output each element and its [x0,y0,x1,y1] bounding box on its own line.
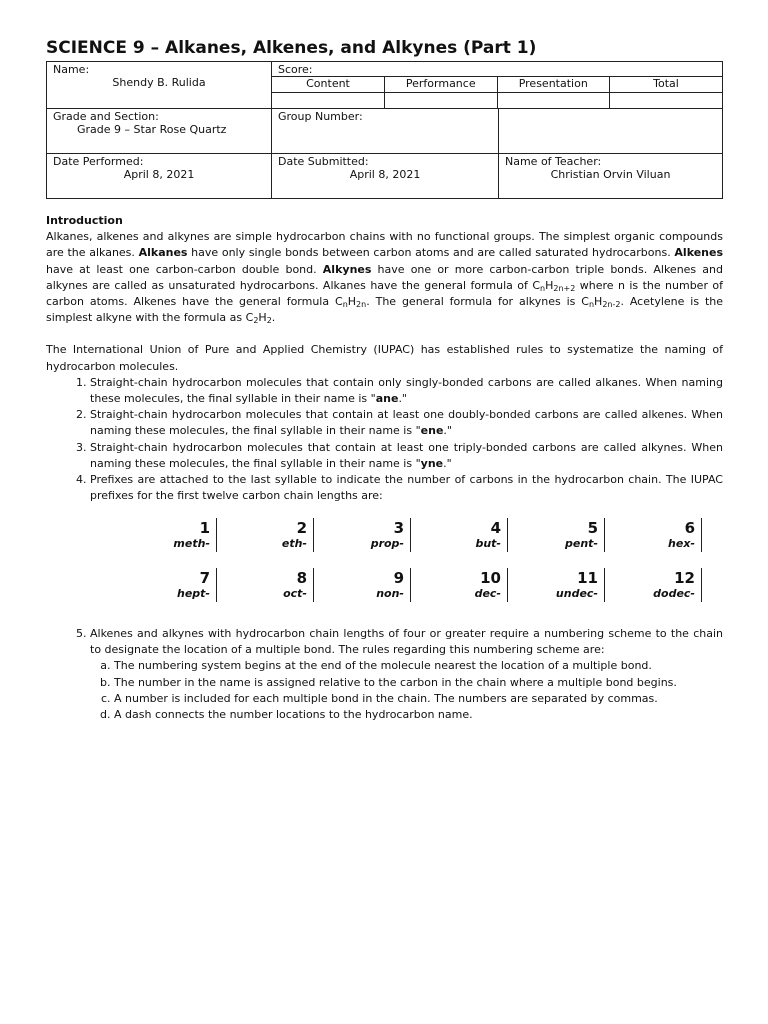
prefix-cell [314,568,411,602]
prefix-cell [508,568,605,602]
prefix-name: hept- [177,586,210,600]
formula-sub: n [540,283,546,293]
introduction-section [46,213,723,504]
introduction-heading: Introduction [46,214,123,227]
prefix-number: 12 [674,568,695,587]
formula-part: C [581,295,589,309]
rule-item-4: 4. Prefixes are attached to the last syllable to indicate the number of carbons in the hydrocarbon chain. The IUPAC prefixes for the first twelve carbon chain lengths are: [90,472,723,504]
formula-sub: n [588,300,595,310]
prefix-name: oct- [283,586,307,600]
intro-bold-alkynes: Alkynes [322,262,372,276]
intro-text: have one or more carbon-carbon triple bonds. Alkenes and alkynes are called as unsaturated hydrocarbons. Alkanes have the general formula of [46,262,724,292]
teacher-label: Name of Teacher: [505,155,602,168]
formula-part: C [532,278,541,292]
iupac-prefix-table [120,518,702,618]
formula-sub: n [342,300,348,310]
prefix-name: non- [376,586,404,600]
prefix-name: pent- [565,536,598,550]
formula-sub: 2n-2 [602,300,621,310]
date-performed-value: April 8, 2021 [123,168,195,181]
date-performed-cell [47,154,272,199]
formula-sub: 2n+2 [553,283,576,293]
rule-text: Straight-chain hydrocarbon molecules that contain at least one doubly-bonded carbons are called alkenes. When naming these molecules, the final syllable in their name is " [90,408,723,438]
prefix-number: 8 [296,568,307,587]
score-total-value[interactable] [610,93,723,109]
score-col-total: Total [610,77,723,93]
prefix-name: dodec- [653,586,695,600]
intro-text: where n is the number of carbon atoms. Alkenes have the general formula [46,278,724,309]
score-label: Score: [278,63,313,76]
group-label: Group Number: [278,110,363,123]
introduction-paragraph [46,229,723,326]
group-cell [272,109,499,154]
intro-bold-alkenes: Alkenes [674,246,724,260]
group-value-cell[interactable] [499,109,723,154]
rule-text: ." [398,392,407,406]
score-col-content: Content [272,77,385,93]
score-grid [272,76,722,108]
formula-part: C [245,311,254,325]
alkene-formula [335,295,366,308]
score-col-performance: Performance [385,77,498,93]
prefix-name: hex- [668,536,695,550]
score-presentation-value[interactable] [497,93,610,109]
rule-text: ." [443,424,452,438]
rule-text: Straight-chain hydrocarbon molecules that contain at least one triply-bonded carbons are called alkynes. When naming these molecules, the final syllable in their name is " [90,440,723,470]
intro-text: have at least one carbon-carbon double bond. [46,262,323,276]
prefix-row-1 [120,518,702,552]
prefix-cell [217,518,314,552]
prefix-number: 5 [587,518,598,537]
intro-text: . The general formula for alkynes is [366,295,582,309]
date-submitted-value: April 8, 2021 [349,168,421,181]
rule-item-1 [90,375,723,407]
prefix-number: 6 [684,518,695,537]
rule-text: Straight-chain hydrocarbon molecules that contain only singly-bonded carbons are called alkanes. When naming these molecules, the final syllable in their name is " [90,375,723,406]
subrule-c: c. A number is included for each multiple bond in the chain. The numbers are separated by commas. [114,691,723,707]
alkyne-formula [581,295,620,308]
rule-text: ." [443,456,452,470]
formula-sub: 2 [253,316,259,326]
subrule-b: b. The number in the name is assigned relative to the carbon in the chain where a multiple bond begins. [114,675,723,691]
numbering-rules-section [46,626,723,723]
rule-item-3 [90,440,723,472]
acetylene-formula [246,311,272,324]
iupac-paragraph: The International Union of Pure and Applied Chemistry (IUPAC) has established rules to systematize the naming of hydrocarbon molecules. [46,343,723,373]
teacher-cell [499,154,723,199]
prefix-number: 7 [199,568,210,587]
score-performance-value[interactable] [385,93,498,109]
formula-part: H [258,311,267,325]
score-col-presentation: Presentation [497,77,610,93]
rule-suffix-yne: yne [420,456,444,470]
score-cell [272,62,723,109]
prefix-cell [605,518,702,552]
rule-item-2 [90,407,723,439]
prefix-name: prop- [370,536,404,550]
naming-rules-list [46,375,723,505]
prefix-cell [120,568,217,602]
grade-label: Grade and Section: [53,110,159,123]
naming-rules-list-continued [46,626,723,723]
alkane-formula [532,279,575,292]
date-submitted-label: Date Submitted: [278,155,369,168]
prefix-cell [411,568,508,602]
name-cell [47,62,272,109]
prefix-cell [411,518,508,552]
rule-item-5 [90,626,723,723]
intro-text: . Acetylene is the simplest alkyne with the formula as [46,295,723,325]
prefix-name: dec- [474,586,501,600]
prefix-cell [314,518,411,552]
date-performed-label: Date Performed: [53,155,144,168]
intro-text: have only single bonds between carbon atoms and are called saturated hydrocarbons. [187,246,675,260]
prefix-cell [605,568,702,602]
prefix-number: 11 [577,568,598,587]
rule-text: Alkenes and alkynes with hydrocarbon chain lengths of four or greater require a numbering scheme to the chain to designate the location of a multiple bond. The rules regarding this numbering scheme are: [90,627,723,657]
prefix-number: 10 [480,568,501,587]
subrule-a: a. The numbering system begins at the end of the molecule nearest the location of a multiple bond. [114,658,723,674]
numbering-subrules [90,658,723,723]
prefix-cell [217,568,314,602]
formula-sub: 2 [266,316,272,326]
date-submitted-cell [272,154,499,199]
score-content-value[interactable] [272,93,385,109]
intro-bold-alkanes: Alkanes [138,246,188,260]
prefix-cell [120,518,217,552]
name-label: Name: [53,63,90,76]
formula-part: H [594,295,603,309]
formula-part: H [545,278,554,292]
prefix-number: 3 [393,518,404,537]
prefix-number: 1 [199,518,210,537]
intro-text: Alkanes, alkenes and alkynes are simple hydrocarbon chains with no functional groups. The simplest organic compounds are the alkanes. [46,230,723,260]
prefix-name: but- [475,536,501,550]
formula-part: H [347,295,357,309]
subrule-d: d. A dash connects the number locations to the hydrocarbon name. [114,707,723,723]
prefix-number: 4 [490,518,501,537]
rule-suffix-ene: ene [420,424,444,438]
rule-suffix-ane: ane [375,392,399,406]
prefix-name: undec- [555,586,598,600]
grade-cell [47,109,272,154]
grade-value: Grade 9 – Star Rose Quartz [77,123,227,136]
prefix-cell [508,518,605,552]
teacher-value: Christian Orvin Viluan [550,168,671,181]
prefix-name: meth- [173,536,210,550]
name-value: Shendy B. Rulida [112,76,206,89]
student-info-table [46,61,723,199]
page-title: SCIENCE 9 – Alkanes, Alkenes, and Alkynes (Part 1) [46,38,537,58]
prefix-name: eth- [281,536,307,550]
formula-sub: 2n [356,300,367,310]
prefix-row-2 [120,568,702,602]
prefix-number: 2 [296,518,307,537]
intro-text: . [271,311,276,325]
prefix-number: 9 [393,568,404,587]
formula-part: C [335,295,343,309]
